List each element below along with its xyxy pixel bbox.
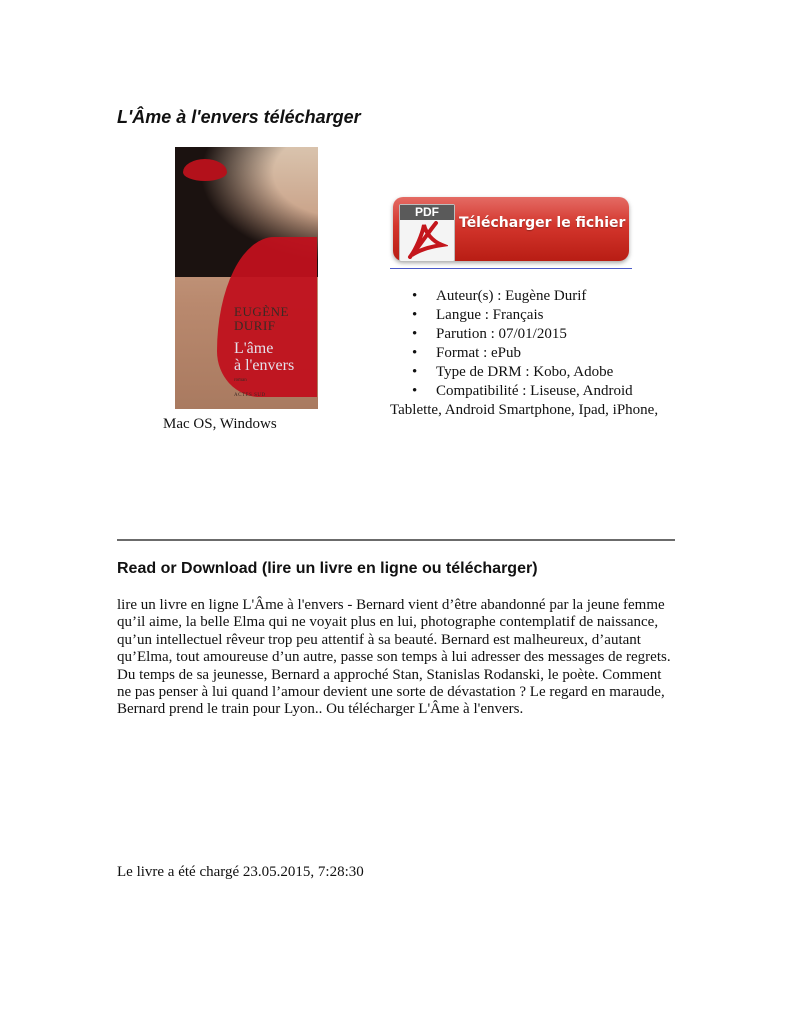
cover-lips <box>183 159 227 181</box>
acrobat-swirl-icon <box>406 221 448 259</box>
book-description: lire un livre en ligne L'Âme à l'envers - Bernard vient d’être abandonné par la jeune femme qu’il aime, la belle Elma qui ne voyait plus en lui, photographe contemplatif de naissance, qu’un intellectuel rêveur trop peu attentif à sa beauté. Bernard est malheureux, d’autant qu’Elma, tout amoureuse d’un autre, passe son temps à lui adresser des messages de regrets. Du temps de sa jeunesse, Bernard a approché Stan, Stanislas Rodanski, le poète. Comment ne pas penser à lui quand l’amour devient une sorte de dévastation ? Le regard en maraude, Bernard prend le train pour Lyon.. Ou télécharger L'Âme à l'envers. <box>117 597 671 718</box>
compatibility-tail-text: Mac OS, Windows <box>163 416 277 432</box>
spec-publication-date: • Parution : 07/01/2015 <box>390 325 690 344</box>
spec-compatibility-continued: Tablette, Android Smartphone, Ipad, iPhone, <box>390 402 659 418</box>
download-button-label: Télécharger le fichier <box>459 215 626 231</box>
spec-format: • Format : ePub <box>390 344 690 363</box>
horizontal-rule <box>117 539 675 541</box>
page-title: L'Âme à l'envers télécharger <box>117 107 361 127</box>
book-specs-list <box>390 287 690 420</box>
upload-timestamp: Le livre a été chargé 23.05.2015, 7:28:30 <box>117 864 364 880</box>
cover-author: EUGÈNE DURIF <box>234 304 289 333</box>
cover-genre: roman <box>234 378 247 383</box>
spec-drm: • Type de DRM : Kobo, Adobe <box>390 363 690 382</box>
pdf-icon <box>399 204 455 262</box>
read-download-heading: Read or Download (lire un livre en ligne ou télécharger) <box>117 560 538 577</box>
spec-language: • Langue : Français <box>390 306 690 325</box>
pdf-icon-label: PDF <box>400 205 454 220</box>
cover-book-title: L'âme à l'envers <box>234 340 295 374</box>
spec-compatibility: • Compatibilité : Liseuse, Android <box>390 382 690 401</box>
cover-publisher: ACTES SUD <box>234 393 266 398</box>
spec-author: • Auteur(s) : Eugène Durif <box>390 287 690 306</box>
download-link-underline <box>390 268 632 269</box>
download-file-button[interactable] <box>393 197 629 261</box>
book-cover-image <box>175 147 318 409</box>
